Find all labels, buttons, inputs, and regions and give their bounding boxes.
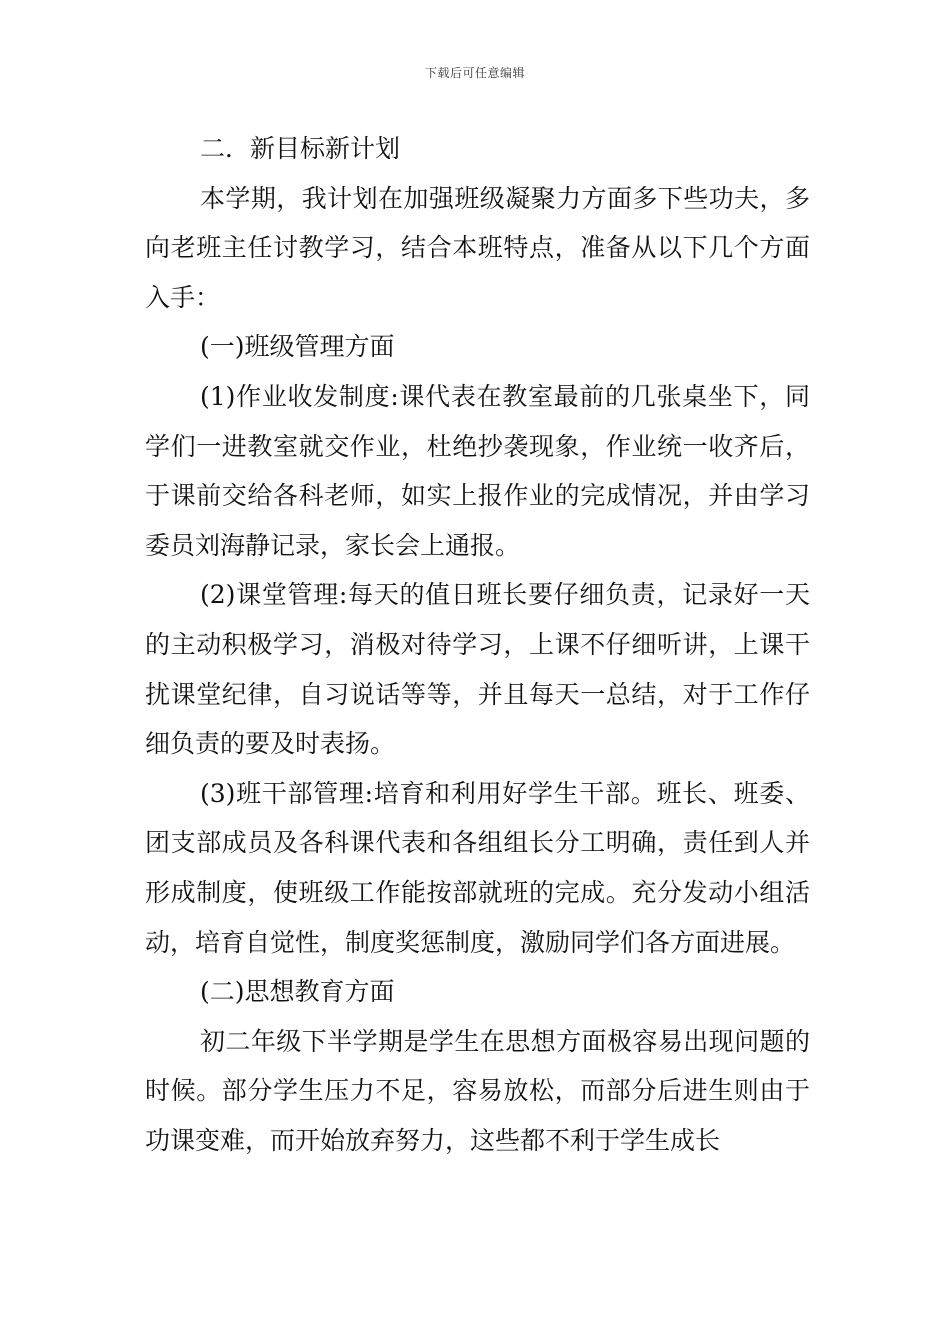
page-header-watermark: 下载后可任意编辑: [424, 66, 525, 80]
paragraph-classroom-management: (2)课堂管理:每天的值日班长要仔细负责，记录好一天的主动积极学习，消极对待学习，上课不仔细听讲，上课干扰课堂纪律，自习说话等等，并且每天一总结，对于工作仔细负责的要及时表扬。: [145, 580, 810, 759]
paragraph-homework-system: (1)作业收发制度:课代表在教室最前的几张桌坐下，同学们一进教室就交作业，杜绝抄袭现象，作业统一收齐后，于课前交给各科老师，如实上报作业的完成情况，并由学习委员刘海静记录，家长会上通报。: [145, 381, 810, 560]
document-body: [145, 124, 810, 1165]
section-heading: 二．新目标新计划: [200, 134, 401, 163]
paragraph-ideological-education: 初二年级下半学期是学生在思想方面极容易出现问题的时候。部分学生压力不足，容易放松，而部分后进生则由于功课变难，而开始放弃努力，这些都不利于学生成长: [145, 1026, 810, 1155]
subsection-heading-ideological-education: (二)思想教育方面: [200, 977, 395, 1007]
paragraph-cadre-management: (3)班干部管理:培育和利用好学生干部。班长、班委、团支部成员及各科课代表和各组组长分工明确，责任到人并形成制度，使班级工作能按部就班的完成。充分发动小组活动，培育自觉性，制度奖惩制度，激励同学们各方面进展。: [145, 778, 810, 957]
paragraph-intro: 本学期，我计划在加强班级凝聚力方面多下些功夫，多向老班主任讨教学习，结合本班特点，准备从以下几个方面入手：: [145, 183, 810, 312]
subsection-heading-class-management: (一)班级管理方面: [200, 332, 395, 362]
